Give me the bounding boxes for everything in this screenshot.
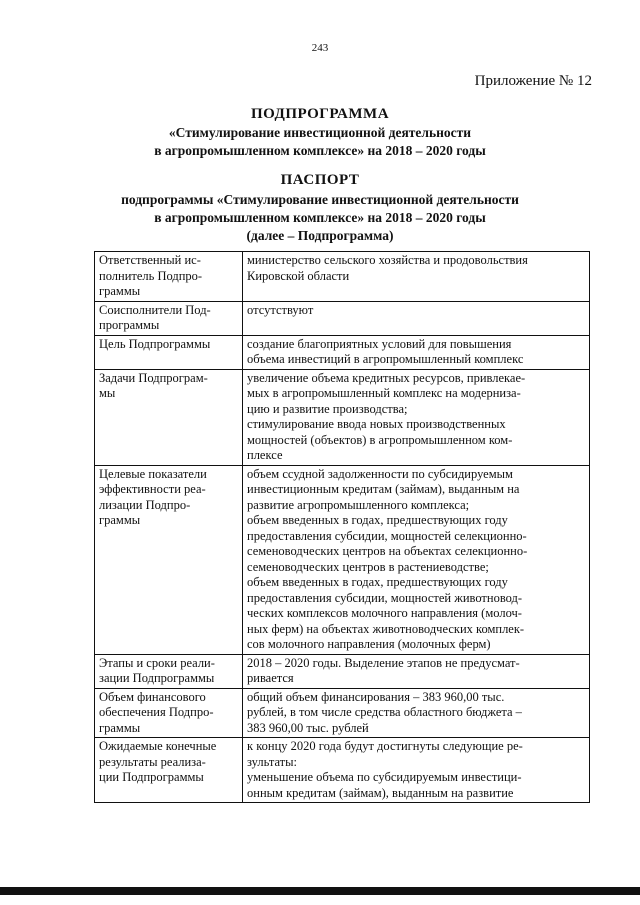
passport-row: [95, 654, 590, 688]
row-value-line: инвестиционным кредитам (займам), выданным на: [247, 482, 520, 496]
passport-table-body: [95, 252, 590, 803]
row-label-line: Задачи Подпрограм-: [99, 370, 208, 385]
row-label-line: Ожидаемые конечные: [99, 739, 217, 753]
row-label-line: зации Подпрограммы: [99, 671, 215, 685]
passport-subtitle-line: подпрограммы «Стимулирование инвестиционной деятельности: [121, 192, 519, 207]
row-value-line: 2018 – 2020 годы. Выделение этапов не предусмат-: [247, 655, 520, 670]
document-title: ПОДПРОГРАММА: [250, 106, 390, 122]
row-value-cell: [243, 688, 590, 738]
row-label-line: граммы: [99, 513, 141, 527]
row-label-cell: [95, 335, 243, 369]
row-label-cell: [95, 301, 243, 335]
row-value-line: зультаты:: [247, 754, 298, 769]
row-value-line: к концу 2020 года будут достигнуты следующие ре-: [247, 739, 523, 753]
row-value-line: сов молочного направления (молочных ферм): [247, 637, 491, 651]
row-value-line: семеноводческих центров на объектах селекционно-: [247, 544, 528, 558]
row-value-cell: [243, 301, 590, 335]
document-subtitle: [0, 124, 640, 160]
row-value-line: цию и развитие производства;: [247, 401, 408, 416]
row-value-line: стимулирование ввода новых производственных: [247, 417, 506, 431]
row-value-line: рублей, в том числе средства областного бюджета –: [247, 705, 522, 719]
row-label-cell: [95, 369, 243, 465]
passport-title: ПАСПОРТ: [280, 172, 360, 188]
row-label-line: граммы: [99, 284, 141, 298]
row-value-line: предоставления субсидии, мощностей селекционно-: [247, 528, 527, 543]
passport-table: [94, 251, 590, 803]
passport-row: [95, 738, 590, 803]
row-value-line: создание благоприятных условий для повышения: [247, 336, 512, 351]
row-label-cell: [95, 465, 243, 654]
row-value-line: ривается: [247, 671, 294, 685]
row-value-line: мых в агропромышленный комплекс на модерниза-: [247, 386, 521, 400]
row-value-line: объема инвестиций в агропромышленный комплекс: [247, 352, 524, 366]
row-label-line: программы: [99, 318, 160, 332]
passport-row: [95, 252, 590, 302]
subtitle-line: в агропромышленном комплексе» на 2018 – 2020 годы: [154, 143, 486, 158]
row-label-line: эффективности реа-: [99, 482, 206, 496]
row-value-line: общий объем финансирования – 383 960,00 тыс.: [247, 689, 505, 704]
row-value-line: отсутствуют: [247, 302, 314, 317]
scan-bottom-edge: [0, 887, 640, 895]
subtitle-line: «Стимулирование инвестиционной деятельности: [168, 125, 472, 140]
row-value-line: объем введенных в годах, предшествующих году: [247, 513, 508, 527]
row-label-line: мы: [99, 386, 116, 400]
passport-row: [95, 369, 590, 465]
row-label-cell: [95, 688, 243, 738]
row-value-cell: [243, 252, 590, 302]
row-label-line: лизации Подпро-: [99, 497, 191, 512]
row-label-line: Соисполнители Под-: [99, 302, 211, 317]
row-label-line: обеспечения Подпро-: [99, 705, 214, 719]
passport-row: [95, 465, 590, 654]
row-value-line: семеноводческих центров в растениеводстве;: [247, 559, 489, 574]
row-value-cell: [243, 465, 590, 654]
row-label-line: Целевые показатели: [99, 466, 207, 481]
row-value-line: увеличение объема кредитных ресурсов, привлекае-: [247, 370, 526, 385]
row-label-line: результаты реализа-: [99, 754, 206, 769]
row-label-cell: [95, 252, 243, 302]
row-value-cell: [243, 738, 590, 803]
row-value-line: Кировской области: [247, 268, 350, 283]
page-number: 243: [311, 42, 329, 54]
row-label-line: полнитель Подпро-: [99, 268, 203, 283]
passport-subtitle-line: в агропромышленном комплексе» на 2018 – 2020 годы: [154, 210, 486, 225]
row-value-cell: [243, 335, 590, 369]
row-value-line: развитие агропромышленного комплекса;: [247, 497, 470, 512]
row-value-cell: [243, 654, 590, 688]
row-label-line: Цель Подпрограммы: [99, 336, 211, 351]
row-value-line: онным кредитам (займам), выданным на развитие: [247, 785, 514, 800]
row-label-cell: [95, 738, 243, 803]
row-value-cell: [243, 369, 590, 465]
row-value-line: ных ферм) на объектах животноводческих комплек-: [247, 621, 525, 636]
row-label-line: ции Подпрограммы: [99, 770, 204, 784]
passport-row: [95, 335, 590, 369]
passport-row: [95, 688, 590, 738]
row-label-line: Этапы и сроки реали-: [99, 655, 215, 670]
row-label-line: Объем финансового: [99, 689, 206, 704]
row-value-line: плексе: [247, 448, 283, 462]
passport-subtitle-line: (далее – Подпрограмма): [246, 228, 394, 243]
row-label-cell: [95, 654, 243, 688]
row-value-line: ческих комплексов молочного направления (молоч-: [247, 606, 522, 620]
row-value-line: уменьшение объема по субсидируемым инвестици-: [247, 770, 522, 784]
row-value-line: предоставления субсидии, мощностей животновод-: [247, 590, 523, 605]
appendix-label: Приложение № 12: [474, 73, 592, 89]
row-value-line: министерство сельского хозяйства и продовольствия: [247, 253, 528, 267]
passport-subtitle: [0, 191, 640, 245]
passport-row: [95, 301, 590, 335]
row-label-line: Ответственный ис-: [99, 253, 201, 267]
row-label-line: граммы: [99, 720, 141, 735]
row-value-line: мощностей (объектов) в агропромышленном ком-: [247, 432, 513, 447]
row-value-line: объем введенных в годах, предшествующих году: [247, 575, 508, 589]
row-value-line: объем ссудной задолженности по субсидируемым: [247, 466, 513, 481]
row-value-line: 383 960,00 тыс. рублей: [247, 720, 369, 735]
